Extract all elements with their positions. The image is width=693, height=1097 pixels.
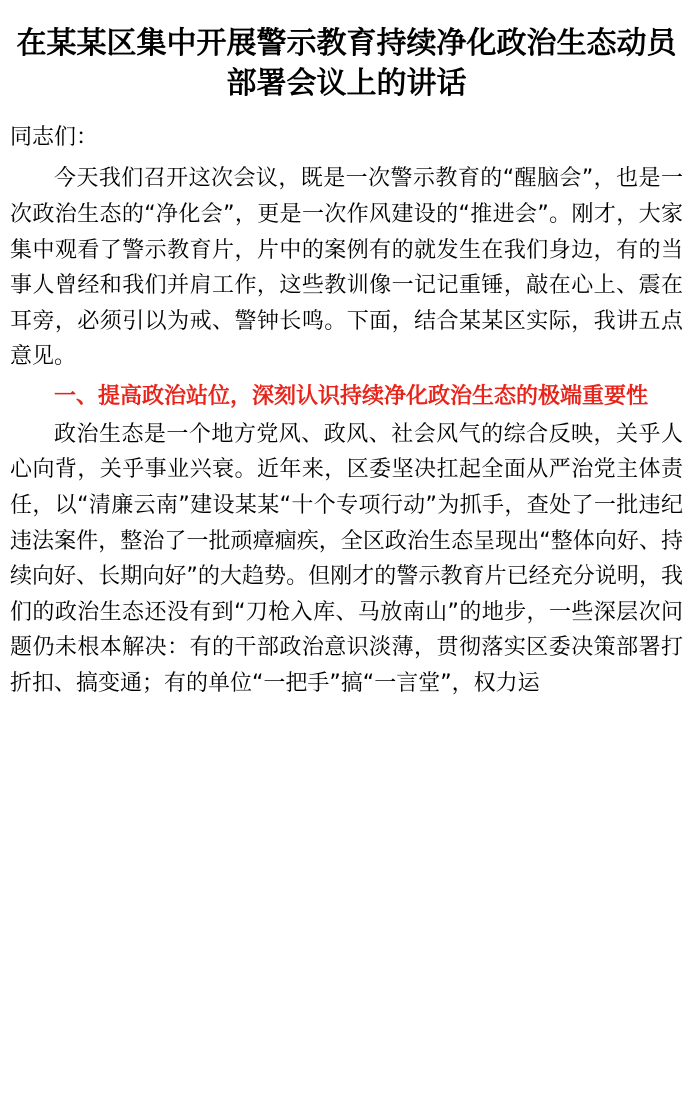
document-title: 在某某区集中开展警示教育持续净化政治生态动员部署会议上的讲话 bbox=[16, 26, 677, 101]
body-paragraph-1: 今天我们召开这次会议，既是一次警示教育的“醒脑会”，也是一次政治生态的“净化会”，更是一次作风建设的“推进会”。刚才，大家集中观看了警示教育片，片中的案例有的就发生在我们身边，有的当事人曾经和我们并肩工作，这些教训像一记记重锤，敲在心上、震在耳旁，必须引以为戒、警钟长鸣。下面，结合某某区实际，我讲五点意见。 bbox=[10, 166, 683, 370]
salutation-line: 同志们： bbox=[10, 125, 99, 151]
section-heading-1: 一、提高政治站位，深刻认识持续净化政治生态的极端重要性 bbox=[54, 384, 649, 410]
body-paragraph-2: 政治生态是一个地方党风、政风、社会风气的综合反映，关乎人心向背，关乎事业兴衰。近年来，区委坚决扛起全面从严治党主体责任，以“清廉云南”建设某某“十个专项行动”为抓手，查处了一批违纪违法案件，整治了一批顽瘴痼疾，全区政治生态呈现出“整体向好、持续向好、长期向好”的大趋势。但刚才的警示教育片已经充分说明，我们的政治生态还没有到“刀枪入库、马放南山”的地步，一些深层次问题仍未根本解决：有的干部政治意识淡薄，贯彻落实区委决策部署打折扣、搞变通；有的单位“一把手”搞“一言堂”，权力运 bbox=[10, 421, 683, 697]
